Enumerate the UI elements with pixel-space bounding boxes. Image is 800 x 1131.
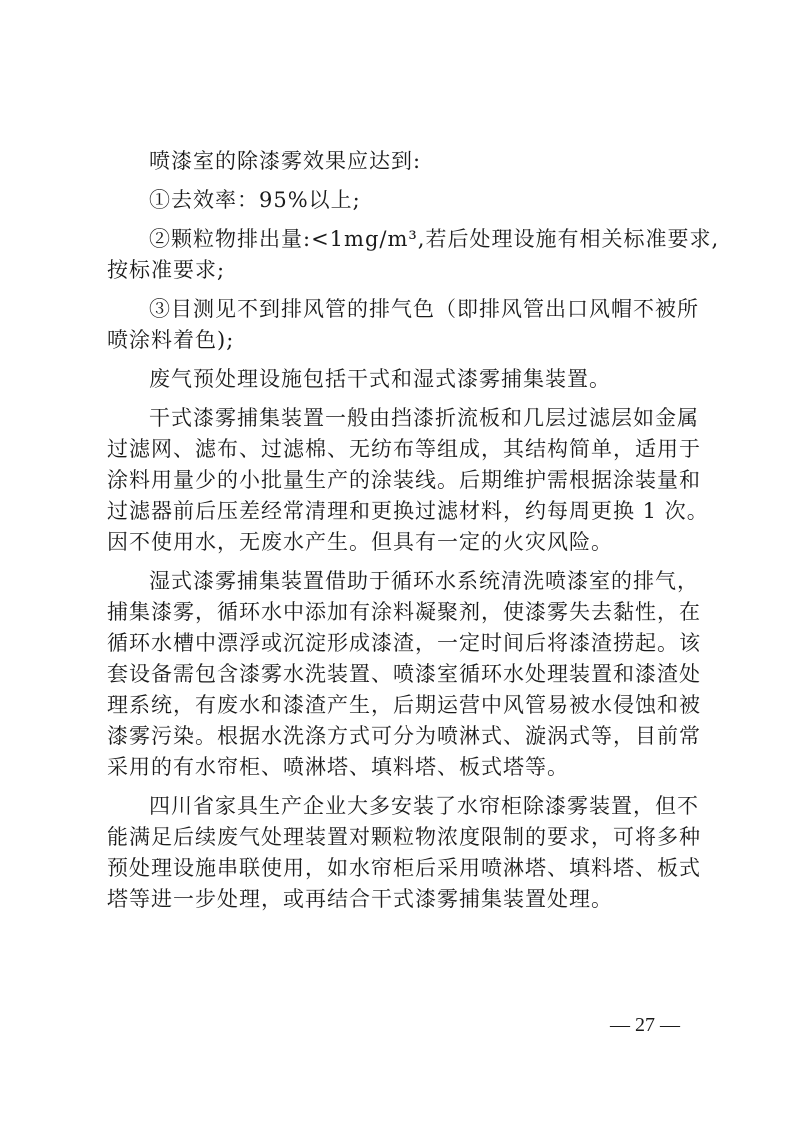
text-line: 捕集漆雾，循环水中添加有涂料凝聚剂，使漆雾失去黏性，在 [107,600,701,624]
text-line: 四川省家具生产企业大多安装了水帘柜除漆雾装置，但不 [149,794,699,818]
text-line: 套设备需包含漆雾水洗装置、喷漆室循环水处理装置和漆渣处 [107,662,701,686]
paragraph-requirements-intro [107,146,702,177]
text-line: 循环水槽中漂浮或沉淀形成漆渣，一定时间后将漆渣捞起。该 [107,631,701,655]
page-number: — 27 — [610,1014,680,1036]
text-line: 干式漆雾捕集装置一般由挡漆折流板和几层过滤层如金属 [149,406,699,430]
text-line: 涂料用量少的小批量生产的涂装线。后期维护需根据涂装量和 [107,468,701,492]
body-text [107,146,720,915]
paragraph-item-exhaust-color [107,294,702,356]
text-line: 喷涂料着色); [107,328,235,352]
text-line: 过滤器前后压差经常清理和更换过滤材料，约每周更换 1 次。 [107,499,709,523]
text-line: 废气预处理设施包括干式和湿式漆雾捕集装置。 [149,367,611,391]
text-line: ②颗粒物排出量:<1mg/m³,若后处理设施有相关标准要求, [149,227,720,251]
paragraph-item-removal-rate [107,185,702,216]
text-line: 预处理设施串联使用，如水帘柜后采用喷淋塔、填料塔、板式 [107,856,701,880]
text-line: 喷漆室的除漆雾效果应达到: [149,149,422,173]
text-line: 过滤网、滤布、过滤棉、无纺布等组成，其结构简单，适用于 [107,437,701,461]
text-line: ③目测见不到排风管的排气色（即排风管出口风帽不被所 [149,297,699,321]
text-line: 因不使用水，无废水产生。但具有一定的火灾风险。 [107,530,613,554]
text-line: ①去效率：95%以上; [149,188,361,212]
text-line: 采用的有水帘柜、喷淋塔、填料塔、板式塔等。 [107,755,569,779]
paragraph-item-particulate-emission [107,224,720,286]
paragraph-pretreatment-overview [107,364,702,395]
text-line: 按标准要求; [107,258,226,282]
text-line: 湿式漆雾捕集装置借助于循环水系统清洗喷漆室的排气， [149,569,699,593]
paragraph-wet-capture [107,566,702,783]
text-line: 塔等进一步处理，或再结合干式漆雾捕集装置处理。 [107,887,613,911]
text-line: 能满足后续废气处理装置对颗粒物浓度限制的要求，可将多种 [107,825,701,849]
text-line: 理系统，有废水和漆渣产生，后期运营中风管易被水侵蚀和被 [107,693,701,717]
paragraph-sichuan-furniture [107,791,702,915]
text-line: 漆雾污染。根据水洗涤方式可分为喷淋式、漩涡式等，目前常 [107,724,701,748]
paragraph-dry-capture [107,403,709,558]
